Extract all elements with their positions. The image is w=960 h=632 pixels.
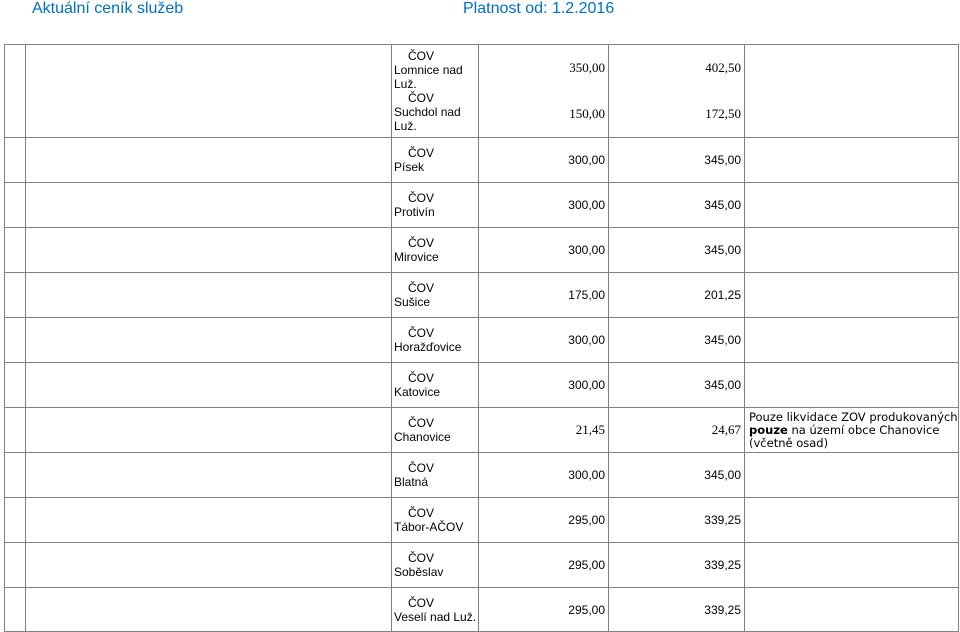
- site-cell: ČOV Veselí nad Luž.: [392, 588, 479, 632]
- validity-date: Platnost od: 1.2.2016: [463, 0, 615, 17]
- site-cell: ČOV Protivín: [392, 183, 479, 228]
- page-header: [0, 0, 960, 18]
- table-row: [5, 138, 959, 183]
- price-table: [4, 44, 959, 632]
- table-row: [5, 318, 959, 363]
- table-row: [5, 453, 959, 498]
- page-title: Aktuální ceník služeb: [32, 0, 184, 17]
- price-cell: 300,00: [479, 228, 609, 273]
- site-cell: ČOV Soběslav: [392, 543, 479, 588]
- price-cell: 300,00: [479, 183, 609, 228]
- price-vat-cell: 402,50 172,50: [609, 45, 745, 138]
- price-vat-cell: 24,67: [609, 408, 745, 453]
- price-vat-cell: 339,25: [609, 543, 745, 588]
- table-row: [5, 183, 959, 228]
- table-row: [5, 543, 959, 588]
- site-cell: ČOV Tábor-AČOV: [392, 498, 479, 543]
- site-cell: ČOV Písek: [392, 138, 479, 183]
- site-cell: ČOV Sušice: [392, 273, 479, 318]
- site-cell: ČOV Mirovice: [392, 228, 479, 273]
- table-row: [5, 45, 959, 138]
- table-row: [5, 588, 959, 632]
- price-cell: 21,45: [479, 408, 609, 453]
- table-row: [5, 408, 959, 453]
- price-vat-cell: 345,00: [609, 138, 745, 183]
- table-row: [5, 273, 959, 318]
- table-row: [5, 498, 959, 543]
- site-cell: ČOV Lomnice nad Luž. ČOV Suchdol nad Luž.: [392, 45, 479, 138]
- table-row: [5, 228, 959, 273]
- price-cell: 295,00: [479, 498, 609, 543]
- price-cell: 300,00: [479, 318, 609, 363]
- site-cell: ČOV Katovice: [392, 363, 479, 408]
- table-row: [5, 363, 959, 408]
- price-vat-cell: 339,25: [609, 588, 745, 632]
- price-cell: 350,00 150,00: [479, 45, 609, 138]
- price-cell: 295,00: [479, 543, 609, 588]
- price-cell: 300,00: [479, 453, 609, 498]
- price-cell: 300,00: [479, 363, 609, 408]
- price-vat-cell: 345,00: [609, 318, 745, 363]
- price-vat-cell: 345,00: [609, 453, 745, 498]
- site-cell: ČOV Horažďovice: [392, 318, 479, 363]
- price-vat-cell: 345,00: [609, 228, 745, 273]
- site-cell: ČOV Blatná: [392, 453, 479, 498]
- price-vat-cell: 345,00: [609, 363, 745, 408]
- note-cell: Pouze likvidace ZOV produkovaných pouze na území obce Chanovice (včetně osad): [745, 408, 959, 453]
- site-cell: ČOV Chanovice: [392, 408, 479, 453]
- price-cell: 300,00: [479, 138, 609, 183]
- price-vat-cell: 201,25: [609, 273, 745, 318]
- price-cell: 295,00: [479, 588, 609, 632]
- price-vat-cell: 339,25: [609, 498, 745, 543]
- price-cell: 175,00: [479, 273, 609, 318]
- price-vat-cell: 345,00: [609, 183, 745, 228]
